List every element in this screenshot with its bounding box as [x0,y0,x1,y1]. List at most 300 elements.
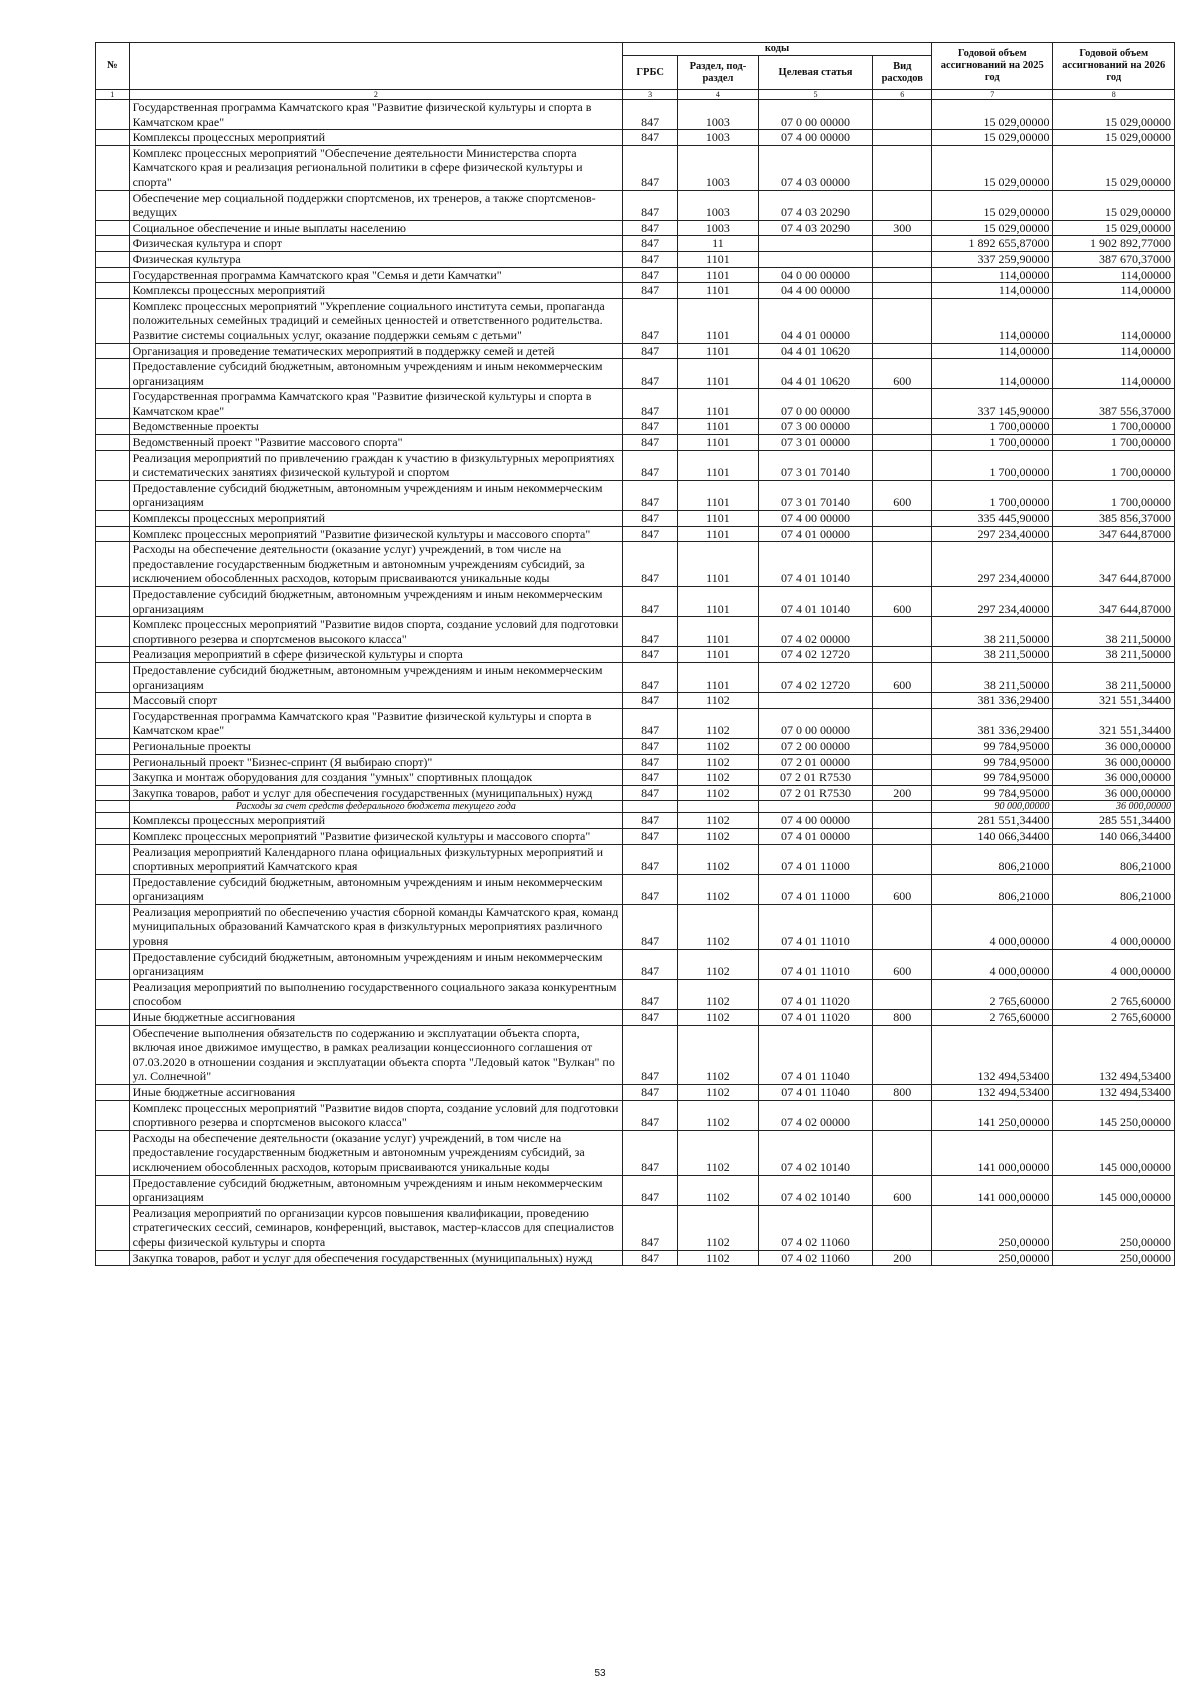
item-name-cell: Реализация мероприятий Календарного плана официальных физкультурных мероприятий и спортивных мероприятий Камчатского края [129,844,622,874]
item-name-cell: Государственная программа Камчатского края "Семья и дети Камчатки" [129,267,622,283]
amount-2025-cell: 132 494,53400 [932,1025,1053,1084]
target-article-cell: 07 4 01 11040 [758,1025,873,1084]
row-number-cell [96,130,130,146]
expense-kind-cell: 600 [873,1175,932,1205]
expense-kind-cell [873,904,932,949]
row-number-cell [96,480,130,510]
item-name-cell: Комплекс процессных мероприятий "Развитие видов спорта, создание условий для подготовки спортивного резерва и спортсменов высокого класса" [129,617,622,647]
row-number-cell [96,1250,130,1266]
expense-kind-cell [873,511,932,527]
table-row [96,813,1175,829]
section-code-cell: 1003 [678,130,758,146]
row-number-cell [96,542,130,587]
header-2025: Годовой объем ассигнований на 2025 год [932,43,1053,90]
amount-2025-cell: 806,21000 [932,874,1053,904]
target-article-cell: 07 4 02 11060 [758,1250,873,1266]
target-article-cell: 07 4 01 11020 [758,979,873,1009]
target-article-cell: 07 3 01 70140 [758,480,873,510]
amount-2026-cell: 114,00000 [1053,359,1175,389]
amount-2026-cell: 806,21000 [1053,874,1175,904]
row-number-cell [96,359,130,389]
expense-kind-cell [873,828,932,844]
grbs-code-cell: 847 [623,435,678,451]
amount-2025-cell: 114,00000 [932,267,1053,283]
table-row [96,480,1175,510]
expense-kind-cell [873,100,932,130]
item-name-cell: Закупка и монтаж оборудования для создания "умных" спортивных площадок [129,770,622,786]
grbs-code-cell: 847 [623,949,678,979]
row-number-cell [96,1130,130,1175]
item-name-cell: Комплексы процессных мероприятий [129,130,622,146]
amount-2026-cell: 36 000,00000 [1053,770,1175,786]
table-row [96,145,1175,190]
expense-kind-cell [873,130,932,146]
amount-2026-cell: 321 551,34400 [1053,708,1175,738]
grbs-code-cell: 847 [623,844,678,874]
amount-2025-cell: 1 700,00000 [932,435,1053,451]
expense-kind-cell [873,251,932,267]
item-name-cell: Предоставление субсидий бюджетным, автономным учреждениям и иным некоммерческим организациям [129,587,622,617]
target-article-cell: 07 2 00 00000 [758,738,873,754]
header-grbs: ГРБС [623,56,678,90]
item-name-cell: Ведомственный проект "Развитие массового спорта" [129,435,622,451]
row-number-cell [96,801,130,813]
grbs-code-cell: 847 [623,617,678,647]
row-number-cell [96,1085,130,1101]
grbs-code-cell: 847 [623,343,678,359]
grbs-code-cell: 847 [623,145,678,190]
table-row [96,785,1175,801]
table-body [96,100,1175,1266]
column-number: 4 [678,90,758,100]
row-number-cell [96,738,130,754]
item-name-cell: Организация и проведение тематических мероприятий в поддержку семей и детей [129,343,622,359]
item-name-cell: Закупка товаров, работ и услуг для обеспечения государственных (муниципальных) нужд [129,785,622,801]
amount-2026-cell: 38 211,50000 [1053,617,1175,647]
section-code-cell: 1101 [678,480,758,510]
target-article-cell: 07 4 02 12720 [758,662,873,692]
table-row [96,647,1175,663]
grbs-code-cell: 847 [623,1250,678,1266]
section-code-cell: 1102 [678,1130,758,1175]
amount-2026-cell: 250,00000 [1053,1250,1175,1266]
amount-2026-cell: 806,21000 [1053,844,1175,874]
table-row [96,542,1175,587]
amount-2026-cell: 347 644,87000 [1053,587,1175,617]
amount-2026-cell: 15 029,00000 [1053,130,1175,146]
amount-2025-cell: 250,00000 [932,1250,1053,1266]
grbs-code-cell: 847 [623,298,678,343]
row-number-cell [96,828,130,844]
grbs-code-cell: 847 [623,587,678,617]
grbs-code-cell: 847 [623,542,678,587]
amount-2025-cell: 337 259,90000 [932,251,1053,267]
row-number-cell [96,770,130,786]
table-row [96,1025,1175,1084]
amount-2026-cell: 4 000,00000 [1053,949,1175,979]
amount-2025-cell: 1 700,00000 [932,480,1053,510]
item-name-cell: Массовый спорт [129,693,622,709]
amount-2026-cell: 145 000,00000 [1053,1175,1175,1205]
row-number-cell [96,904,130,949]
row-number-cell [96,949,130,979]
table-row [96,587,1175,617]
table-row [96,708,1175,738]
table-row [96,511,1175,527]
section-code-cell: 1003 [678,145,758,190]
row-number-cell [96,251,130,267]
target-article-cell: 07 4 01 11000 [758,874,873,904]
grbs-code-cell: 847 [623,251,678,267]
expense-kind-cell [873,754,932,770]
row-number-cell [96,785,130,801]
amount-2025-cell: 114,00000 [932,298,1053,343]
column-number: 3 [623,90,678,100]
amount-2026-cell: 347 644,87000 [1053,526,1175,542]
amount-2026-cell: 132 494,53400 [1053,1025,1175,1084]
amount-2026-cell: 4 000,00000 [1053,904,1175,949]
item-name-cell: Государственная программа Камчатского края "Развитие физической культуры и спорта в Камчатском крае" [129,100,622,130]
row-number-cell [96,283,130,299]
grbs-code-cell: 847 [623,693,678,709]
section-code-cell: 1101 [678,435,758,451]
expense-kind-cell: 600 [873,874,932,904]
item-name-cell: Предоставление субсидий бюджетным, автономным учреждениям и иным некоммерческим организациям [129,480,622,510]
amount-2026-cell: 132 494,53400 [1053,1085,1175,1101]
header-name [129,43,622,90]
amount-2025-cell: 15 029,00000 [932,145,1053,190]
amount-2026-cell: 1 700,00000 [1053,419,1175,435]
table-row [96,435,1175,451]
amount-2026-cell: 36 000,00000 [1053,801,1175,813]
section-code-cell: 1102 [678,1205,758,1250]
expense-kind-cell [873,1100,932,1130]
section-code-cell [678,801,758,813]
target-article-cell [758,236,873,252]
item-name-cell: Комплексы процессных мероприятий [129,283,622,299]
row-number-cell [96,450,130,480]
item-name-cell: Ведомственные проекты [129,419,622,435]
amount-2026-cell: 114,00000 [1053,343,1175,359]
amount-2026-cell: 145 000,00000 [1053,1130,1175,1175]
table-row [96,754,1175,770]
table-row [96,267,1175,283]
row-number-cell [96,419,130,435]
expense-kind-cell [873,1205,932,1250]
row-number-cell [96,708,130,738]
amount-2025-cell: 114,00000 [932,283,1053,299]
target-article-cell: 07 4 01 11010 [758,949,873,979]
amount-2025-cell: 1 700,00000 [932,450,1053,480]
expense-kind-cell [873,435,932,451]
grbs-code-cell: 847 [623,511,678,527]
target-article-cell: 07 4 01 10140 [758,542,873,587]
table-row [96,450,1175,480]
amount-2026-cell: 250,00000 [1053,1205,1175,1250]
grbs-code-cell: 847 [623,708,678,738]
grbs-code-cell: 847 [623,130,678,146]
section-code-cell: 1101 [678,389,758,419]
expense-kind-cell [873,389,932,419]
amount-2026-cell: 114,00000 [1053,267,1175,283]
amount-2025-cell: 99 784,95000 [932,738,1053,754]
target-article-cell: 07 2 01 00000 [758,754,873,770]
amount-2026-cell: 15 029,00000 [1053,220,1175,236]
section-code-cell: 1101 [678,647,758,663]
item-name-cell: Комплекс процессных мероприятий "Развитие видов спорта, создание условий для подготовки спортивного резерва и спортсменов высокого класса" [129,1100,622,1130]
row-number-cell [96,220,130,236]
table-row [96,1085,1175,1101]
grbs-code-cell: 847 [623,1085,678,1101]
expense-kind-cell [873,343,932,359]
amount-2025-cell: 114,00000 [932,359,1053,389]
target-article-cell: 07 4 00 00000 [758,511,873,527]
expense-kind-cell [873,801,932,813]
expense-kind-cell: 300 [873,220,932,236]
row-number-cell [96,1100,130,1130]
section-code-cell: 1102 [678,785,758,801]
amount-2026-cell: 1 700,00000 [1053,480,1175,510]
target-article-cell: 07 3 01 00000 [758,435,873,451]
item-name-cell: Комплексы процессных мероприятий [129,813,622,829]
table-row [96,1130,1175,1175]
row-number-cell [96,267,130,283]
item-name-cell: Предоставление субсидий бюджетным, автономным учреждениям и иным некоммерческим организациям [129,359,622,389]
table-row [96,1205,1175,1250]
grbs-code-cell: 847 [623,220,678,236]
amount-2025-cell: 90 000,00000 [932,801,1053,813]
target-article-cell: 04 0 00 00000 [758,267,873,283]
table-row [96,343,1175,359]
section-code-cell: 1101 [678,511,758,527]
table-row [96,283,1175,299]
grbs-code-cell: 847 [623,100,678,130]
amount-2026-cell: 385 856,37000 [1053,511,1175,527]
amount-2026-cell: 347 644,87000 [1053,542,1175,587]
item-name-cell: Предоставление субсидий бюджетным, автономным учреждениям и иным некоммерческим организациям [129,874,622,904]
grbs-code-cell: 847 [623,1205,678,1250]
section-code-cell: 1102 [678,770,758,786]
grbs-code-cell: 847 [623,828,678,844]
grbs-code-cell: 847 [623,359,678,389]
amount-2026-cell: 387 556,37000 [1053,389,1175,419]
expense-kind-cell: 200 [873,1250,932,1266]
section-code-cell: 1102 [678,693,758,709]
row-number-cell [96,1025,130,1084]
item-name-cell: Иные бюджетные ассигнования [129,1010,622,1026]
expense-kind-cell [873,236,932,252]
item-name-cell: Закупка товаров, работ и услуг для обеспечения государственных (муниципальных) нужд [129,1250,622,1266]
item-name-cell: Комплекс процессных мероприятий "Укрепление социального института семьи, пропаганда положительных семейных традиций и семейных ценностей и ответственного родительства. Развитие системы социальных услуг, оказание поддержки семьям с детьми" [129,298,622,343]
grbs-code-cell: 847 [623,526,678,542]
expense-kind-cell [873,647,932,663]
amount-2025-cell: 2 765,60000 [932,979,1053,1009]
item-name-cell: Расходы на обеспечение деятельности (оказание услуг) учреждений, в том числе на предоставление государственным бюджетным и автономным учреждениям субсидий, за исключением обособленных расходов, которым присваиваются уникальные коды [129,542,622,587]
target-article-cell: 07 4 00 00000 [758,130,873,146]
amount-2025-cell: 281 551,34400 [932,813,1053,829]
expense-kind-cell [873,1025,932,1084]
target-article-cell: 07 4 01 11010 [758,904,873,949]
item-name-cell: Реализация мероприятий по выполнению государственного социального заказа конкурентным способом [129,979,622,1009]
expense-kind-cell [873,770,932,786]
item-name-cell: Комплекс процессных мероприятий "Развитие физической культуры и массового спорта" [129,828,622,844]
column-number: 8 [1053,90,1175,100]
section-code-cell: 1101 [678,419,758,435]
amount-2025-cell: 99 784,95000 [932,770,1053,786]
amount-2026-cell: 114,00000 [1053,283,1175,299]
section-code-cell: 1101 [678,526,758,542]
grbs-code-cell: 847 [623,770,678,786]
table-row [96,979,1175,1009]
row-number-cell [96,100,130,130]
grbs-code-cell: 847 [623,1010,678,1026]
expense-kind-cell [873,283,932,299]
amount-2026-cell: 36 000,00000 [1053,738,1175,754]
grbs-code-cell: 847 [623,190,678,220]
grbs-code-cell: 847 [623,267,678,283]
target-article-cell: 07 4 01 11000 [758,844,873,874]
section-code-cell: 1101 [678,450,758,480]
target-article-cell: 04 4 01 10620 [758,359,873,389]
target-article-cell [758,801,873,813]
amount-2026-cell: 15 029,00000 [1053,145,1175,190]
row-number-cell [96,526,130,542]
expense-kind-cell: 600 [873,359,932,389]
expense-kind-cell [873,1130,932,1175]
expense-kind-cell [873,813,932,829]
table-row [96,1010,1175,1026]
table-row [96,236,1175,252]
section-code-cell: 1003 [678,100,758,130]
item-name-cell: Обеспечение мер социальной поддержки спортсменов, их тренеров, а также спортсменов-ведущих [129,190,622,220]
section-code-cell: 1101 [678,542,758,587]
grbs-code-cell: 847 [623,389,678,419]
row-number-cell [96,145,130,190]
section-code-cell: 1101 [678,298,758,343]
table-row [96,738,1175,754]
table-row [96,1250,1175,1266]
row-number-cell [96,647,130,663]
grbs-code-cell: 847 [623,813,678,829]
amount-2025-cell: 2 765,60000 [932,1010,1053,1026]
table-row [96,693,1175,709]
amount-2026-cell: 2 765,60000 [1053,1010,1175,1026]
grbs-code-cell: 847 [623,1025,678,1084]
expense-kind-cell: 600 [873,587,932,617]
item-name-cell: Реализация мероприятий в сфере физической культуры и спорта [129,647,622,663]
header-2026: Годовой объем ассигнований на 2026 год [1053,43,1175,90]
row-number-cell [96,511,130,527]
section-code-cell: 1102 [678,738,758,754]
amount-2025-cell: 335 445,90000 [932,511,1053,527]
target-article-cell: 07 4 01 00000 [758,526,873,542]
amount-2026-cell: 38 211,50000 [1053,662,1175,692]
table-row [96,949,1175,979]
amount-2025-cell: 38 211,50000 [932,662,1053,692]
item-name-cell: Обеспечение выполнения обязательств по содержанию и эксплуатации объекта спорта, включая иное движимое имущество, в рамках реализации концессионного соглашения от 07.03.2020 в отношении создания и эксплуатации объекта спорта "Ледовый каток "Вулкан" по ул. Солнечной" [129,1025,622,1084]
target-article-cell: 07 4 02 11060 [758,1205,873,1250]
expense-kind-cell [873,267,932,283]
header-num: № [96,43,130,90]
header-codes: коды [623,43,932,56]
amount-2026-cell: 36 000,00000 [1053,785,1175,801]
grbs-code-cell: 847 [623,480,678,510]
amount-2025-cell: 337 145,90000 [932,389,1053,419]
section-code-cell: 1101 [678,662,758,692]
row-number-cell [96,844,130,874]
row-number-cell [96,617,130,647]
table-row [96,770,1175,786]
amount-2026-cell: 145 250,00000 [1053,1100,1175,1130]
item-name-cell: Реализация мероприятий по организации курсов повышения квалификации, проведению стратегических сессий, семинаров, конференций, выставок, мастер-классов для специалистов сферы физической культуры и спорта [129,1205,622,1250]
item-name-cell: Предоставление субсидий бюджетным, автономным учреждениям и иным некоммерческим организациям [129,1175,622,1205]
grbs-code-cell: 847 [623,450,678,480]
table-header [96,43,1175,100]
grbs-code-cell: 847 [623,1100,678,1130]
row-number-cell [96,190,130,220]
column-number: 7 [932,90,1053,100]
row-number-cell [96,236,130,252]
item-name-cell: Комплексы процессных мероприятий [129,511,622,527]
item-name-cell: Предоставление субсидий бюджетным, автономным учреждениям и иным некоммерческим организациям [129,662,622,692]
column-number-row [96,90,1175,100]
table-row [96,419,1175,435]
section-code-cell: 1102 [678,828,758,844]
grbs-code-cell: 847 [623,236,678,252]
column-number: 2 [129,90,622,100]
section-code-cell: 1003 [678,190,758,220]
target-article-cell: 07 3 01 70140 [758,450,873,480]
target-article-cell: 07 0 00 00000 [758,100,873,130]
section-code-cell: 1102 [678,844,758,874]
item-name-cell: Расходы за счет средств федерального бюджета текущего года [129,801,622,813]
amount-2026-cell: 15 029,00000 [1053,190,1175,220]
item-name-cell: Реализация мероприятий по привлечению граждан к участию в физкультурных мероприятиях и систематических занятиях физической культурой и спортом [129,450,622,480]
amount-2025-cell: 1 700,00000 [932,419,1053,435]
grbs-code-cell: 847 [623,874,678,904]
amount-2025-cell: 4 000,00000 [932,904,1053,949]
amount-2026-cell: 1 700,00000 [1053,435,1175,451]
table-row [96,662,1175,692]
row-number-cell [96,343,130,359]
amount-2025-cell: 114,00000 [932,343,1053,359]
target-article-cell: 07 0 00 00000 [758,708,873,738]
header-target: Целевая статья [758,56,873,90]
item-name-cell: Региональные проекты [129,738,622,754]
section-code-cell: 1102 [678,1010,758,1026]
grbs-code-cell: 847 [623,419,678,435]
target-article-cell: 07 4 01 00000 [758,828,873,844]
amount-2025-cell: 15 029,00000 [932,220,1053,236]
expense-kind-cell: 600 [873,662,932,692]
expense-kind-cell [873,979,932,1009]
expense-kind-cell [873,145,932,190]
column-number: 6 [873,90,932,100]
amount-2025-cell: 250,00000 [932,1205,1053,1250]
header-kind: Вид расходов [873,56,932,90]
budget-table [95,42,1175,1266]
amount-2025-cell: 297 234,40000 [932,587,1053,617]
amount-2025-cell: 38 211,50000 [932,647,1053,663]
table-row [96,844,1175,874]
table-row [96,1100,1175,1130]
item-name-cell: Предоставление субсидий бюджетным, автономным учреждениям и иным некоммерческим организациям [129,949,622,979]
grbs-code-cell: 847 [623,662,678,692]
table-row [96,828,1175,844]
section-code-cell: 1101 [678,587,758,617]
table-row [96,1175,1175,1205]
section-code-cell: 1101 [678,283,758,299]
